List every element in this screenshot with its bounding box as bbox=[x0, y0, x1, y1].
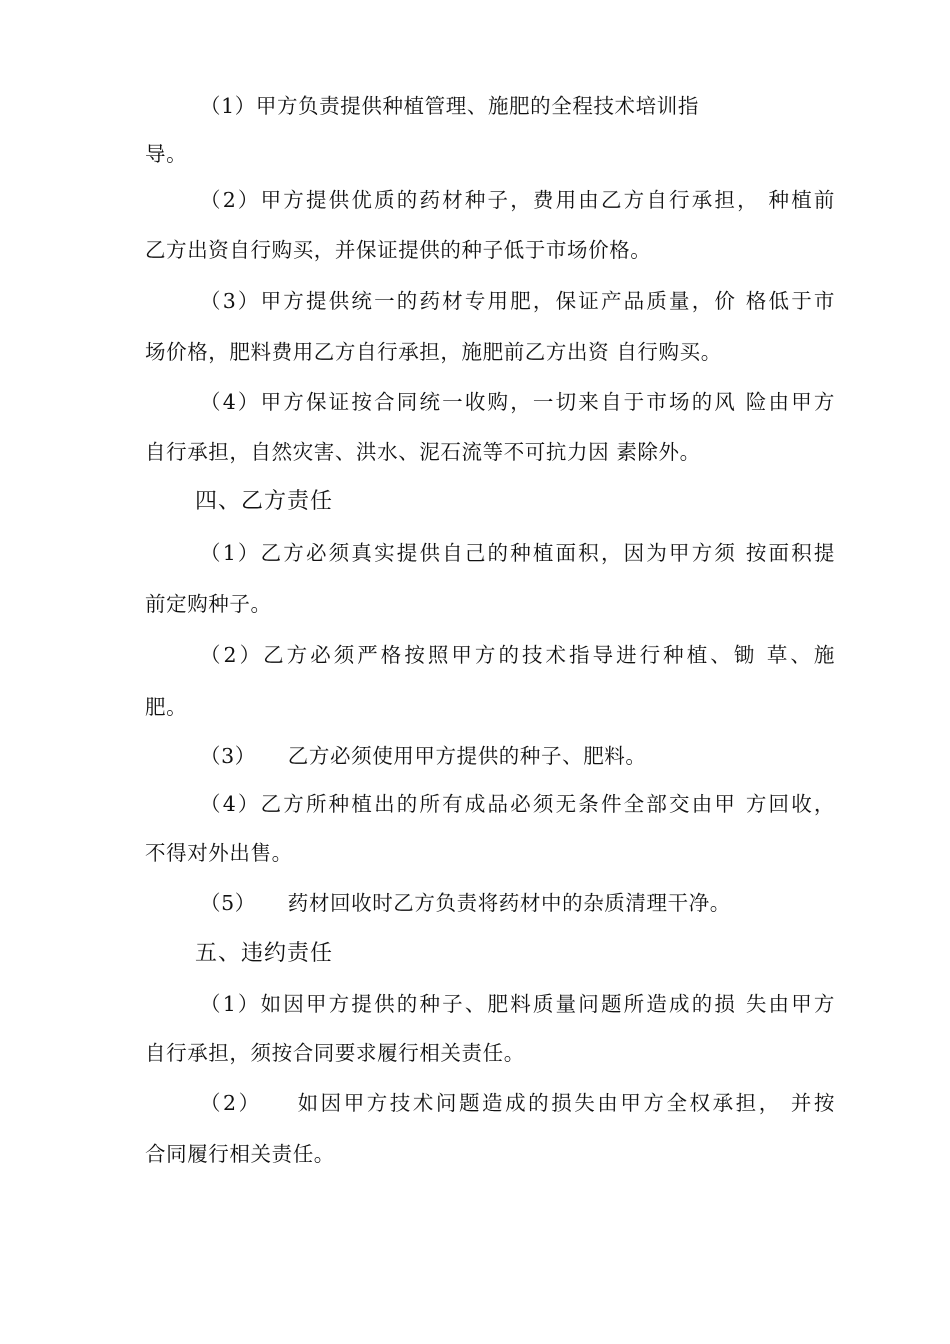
paragraph-line: 合同履行相关责任。 bbox=[145, 1142, 335, 1166]
paragraph-line: 乙方出资自行购买，并保证提供的种子低于市场价格。 bbox=[145, 238, 652, 262]
paragraph-line: 自行承担，自然灾害、洪水、泥石流等不可抗力因 素除外。 bbox=[145, 440, 701, 464]
paragraph-line: （4）乙方所种植出的所有成品必须无条件全部交由甲 方回收， bbox=[200, 792, 835, 816]
section-heading: 四、乙方责任 bbox=[195, 489, 334, 514]
paragraph-line: （1）甲方负责提供种植管理、施肥的全程技术培训指 bbox=[200, 94, 699, 118]
paragraph-line: 场价格，肥料费用乙方自行承担，施肥前乙方出资 自行购买。 bbox=[145, 340, 722, 364]
paragraph-line: （2）乙方必须严格按照甲方的技术指导进行种植、锄 草、施 bbox=[200, 643, 835, 667]
paragraph-line: 自行承担，须按合同要求履行相关责任。 bbox=[145, 1041, 525, 1065]
paragraph-line: （1）乙方必须真实提供自己的种植面积，因为甲方须 按面积提 bbox=[200, 541, 835, 565]
paragraph-line: （2）甲方提供优质的药材种子，费用由乙方自行承担， 种植前 bbox=[200, 188, 835, 212]
paragraph-line: （3）甲方提供统一的药材专用肥，保证产品质量，价 格低于市 bbox=[200, 289, 835, 313]
section-heading: 五、违约责任 bbox=[195, 941, 334, 966]
paragraph-line: （3） 乙方必须使用甲方提供的种子、肥料。 bbox=[200, 744, 647, 768]
paragraph-line: 不得对外出售。 bbox=[145, 841, 293, 865]
paragraph-line: （2） 如因甲方技术问题造成的损失由甲方全权承担， 并按 bbox=[200, 1091, 835, 1115]
paragraph-line: 导。 bbox=[145, 142, 188, 166]
paragraph-line: 前定购种子。 bbox=[145, 592, 272, 616]
paragraph-line: （5） 药材回收时乙方负责将药材中的杂质清理干净。 bbox=[200, 891, 731, 915]
paragraph-line: （1）如因甲方提供的种子、肥料质量问题所造成的损 失由甲方 bbox=[200, 992, 835, 1016]
paragraph-line: 肥。 bbox=[145, 695, 188, 719]
paragraph-line: （4）甲方保证按合同统一收购，一切来自于市场的风 险由甲方 bbox=[200, 390, 835, 414]
